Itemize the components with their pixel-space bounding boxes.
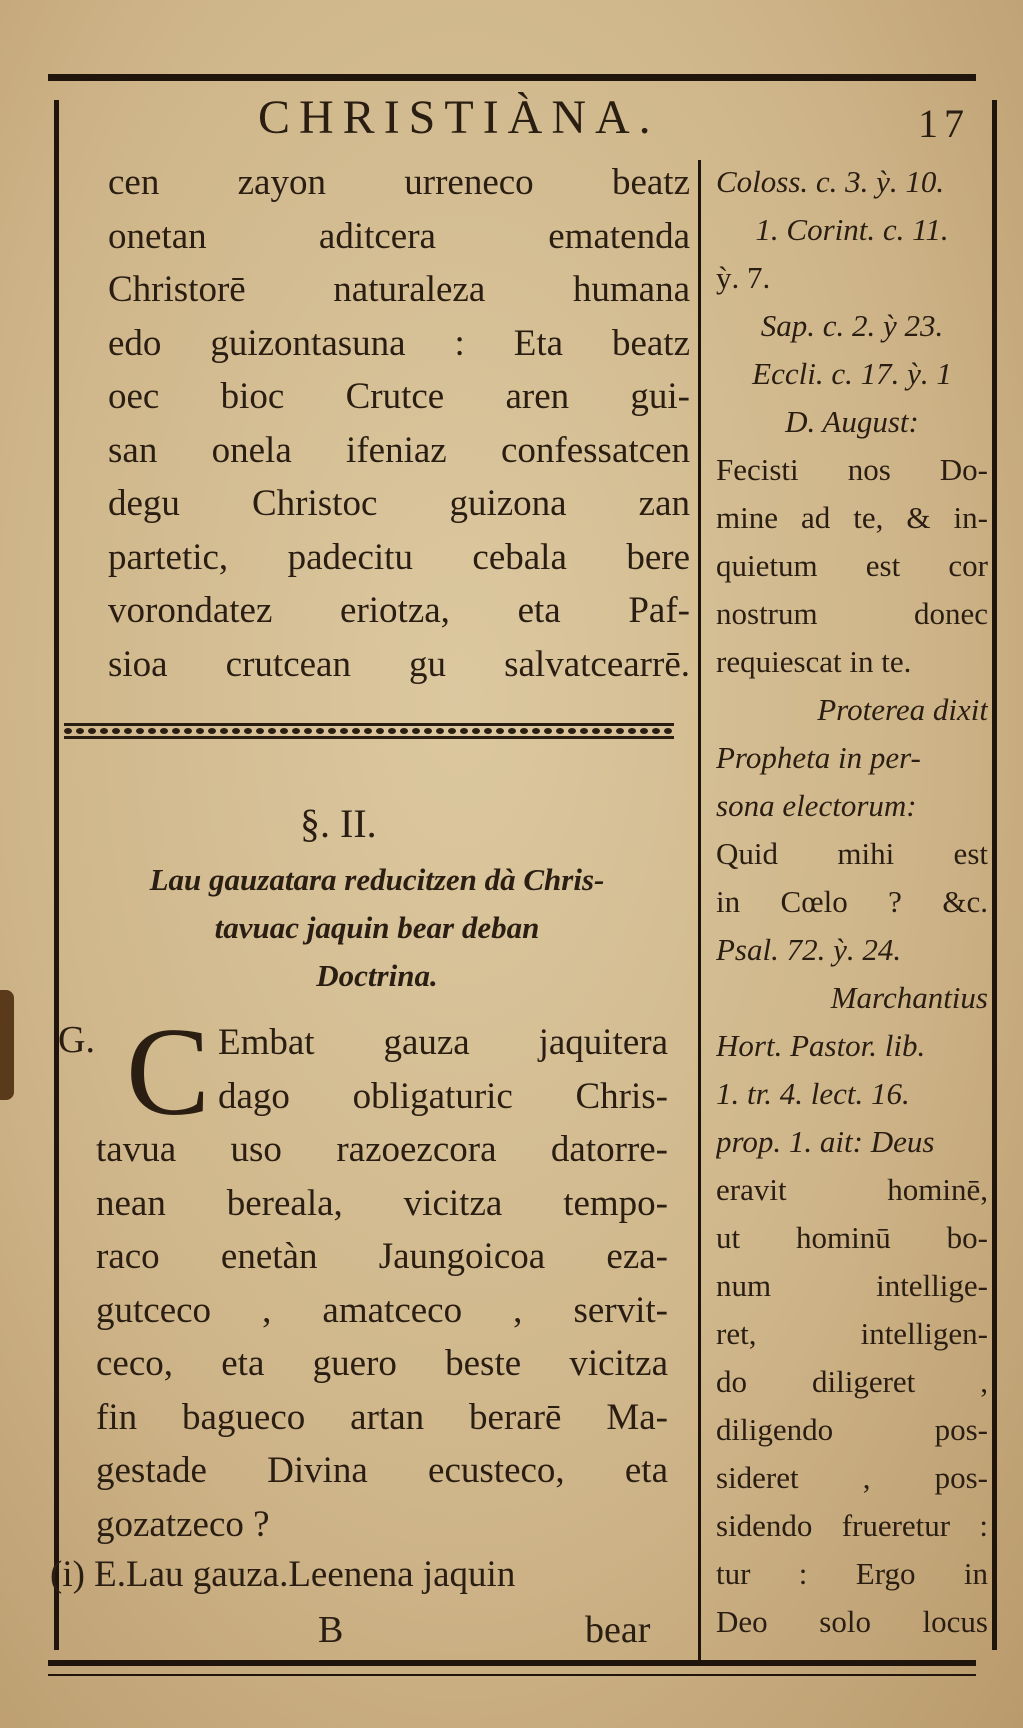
ornament-dot bbox=[592, 728, 600, 734]
ornament-dot bbox=[568, 728, 576, 734]
section-heading-line: tavuac jaquin bear deban bbox=[214, 910, 540, 945]
top-rule bbox=[48, 74, 976, 81]
main-paragraph-1 bbox=[108, 156, 690, 691]
ornament-dot bbox=[88, 728, 96, 734]
margin-note-line: Quid mihi est bbox=[716, 836, 988, 871]
ornament-dot bbox=[232, 728, 240, 734]
ornament-dot bbox=[448, 728, 456, 734]
ornament-dot bbox=[328, 728, 336, 734]
ornament-dot bbox=[544, 728, 552, 734]
section-heading-line: Doctrina. bbox=[316, 958, 438, 993]
ornament-dot bbox=[508, 728, 516, 734]
answer-line: (i) E.Lau gauza.Leenena jaquin bbox=[50, 1554, 516, 1595]
ornament-dot bbox=[316, 728, 324, 734]
text-line: oec bioc Crutce aren gui- bbox=[108, 376, 690, 417]
margin-note-line: 1. Corint. c. 11. bbox=[755, 212, 949, 247]
bottom-rule-thin bbox=[48, 1674, 976, 1676]
margin-note-line: Psal. 72. ỳ. 24. bbox=[716, 932, 902, 967]
ornament-dot bbox=[616, 728, 624, 734]
ornament-dot bbox=[388, 728, 396, 734]
left-rule bbox=[54, 100, 59, 1650]
text-line: Christorē naturaleza humana bbox=[108, 269, 690, 310]
margin-note-line: quietum est cor bbox=[716, 548, 988, 583]
ornament-dot bbox=[364, 728, 372, 734]
question-marker: G. bbox=[58, 1019, 95, 1061]
ornament-dot bbox=[376, 728, 384, 734]
text-line: edo guizontasuna : Eta beatz bbox=[108, 322, 690, 364]
section-number: §. II. bbox=[300, 801, 377, 846]
margin-note-line: ỳ. 7. bbox=[716, 260, 771, 295]
ornament-dot bbox=[208, 728, 216, 734]
text-line: Embat gauza jaquitera bbox=[218, 1022, 668, 1063]
ornament-dot bbox=[304, 728, 312, 734]
ornament-dot bbox=[256, 728, 264, 734]
margin-note-line: num intellige- bbox=[716, 1268, 988, 1303]
ornament-dot bbox=[484, 728, 492, 734]
text-line: tavua uso razoezcora datorre- bbox=[96, 1129, 668, 1170]
ornament-dot bbox=[292, 728, 300, 734]
text-line: degu Christoc guizona zan bbox=[108, 483, 690, 524]
ornament-dot bbox=[112, 728, 120, 734]
ornament-dot bbox=[556, 728, 564, 734]
margin-note-line: Eccli. c. 17. ỳ. 1 bbox=[752, 356, 952, 391]
ornament-dot bbox=[76, 728, 84, 734]
bottom-rule bbox=[48, 1660, 976, 1666]
margin-note-line: sona electorum: bbox=[716, 788, 917, 823]
ornament-dot bbox=[184, 728, 192, 734]
margin-note-line: Hort. Pastor. lib. bbox=[716, 1028, 926, 1063]
margin-note-line: Coloss. c. 3. ỳ. 10. bbox=[716, 164, 945, 199]
ornament-dot bbox=[172, 728, 180, 734]
ornament-dot bbox=[520, 728, 528, 734]
margin-note-line: do diligeret , bbox=[716, 1364, 988, 1399]
margin-note-line: mine ad te, & in- bbox=[716, 500, 988, 535]
margin-note-line: Fecisti nos Do- bbox=[716, 452, 988, 487]
ornament-dot bbox=[532, 728, 540, 734]
text-line: gestade Divina ecusteco, eta bbox=[96, 1450, 668, 1491]
margin-note-line: 1. tr. 4. lect. 16. bbox=[716, 1076, 910, 1111]
margin-note-line: Sap. c. 2. ỳ 23. bbox=[760, 308, 944, 343]
margin-note-line: Propheta in per- bbox=[716, 740, 921, 775]
ornament-dot bbox=[472, 728, 480, 734]
right-rule bbox=[992, 100, 997, 1650]
ornament-dot bbox=[580, 728, 588, 734]
ornament-dot bbox=[628, 728, 636, 734]
ornament-dot bbox=[352, 728, 360, 734]
ornament-dot bbox=[604, 728, 612, 734]
column-divider bbox=[698, 160, 701, 1665]
margin-note-line: D. August: bbox=[785, 404, 919, 439]
margin-note-line: requiescat in te. bbox=[716, 644, 912, 679]
text-line: dago obligaturic Chris- bbox=[218, 1075, 668, 1117]
text-line: onetan aditcera ematenda bbox=[108, 215, 690, 257]
margin-note-line: ret, intelligen- bbox=[716, 1316, 988, 1351]
text-line: partetic, padecitu cebala bere bbox=[108, 536, 690, 578]
section-heading-line: Lau gauzatara reducitzen dà Chris- bbox=[149, 862, 605, 897]
text-line: ceco, eta guero beste vicitza bbox=[96, 1343, 668, 1384]
text-line: cen zayon urreneco beatz bbox=[108, 162, 690, 203]
ornament-dot bbox=[64, 728, 72, 734]
text-line: gozatzeco ? bbox=[96, 1503, 270, 1545]
ornament-band bbox=[64, 720, 674, 742]
drop-cap-letter: C bbox=[126, 1003, 211, 1142]
margin-note-line: nostrum donec bbox=[716, 596, 988, 631]
margin-note-line: in Cœlo ? &c. bbox=[716, 884, 988, 919]
margin-note-line: Marchantius bbox=[830, 980, 988, 1015]
margin-note-line: sideret , pos- bbox=[716, 1460, 988, 1495]
margin-note-line: eravit hominē, bbox=[716, 1172, 988, 1207]
ornament-dot bbox=[652, 728, 660, 734]
main-paragraph-2 bbox=[96, 1016, 668, 1551]
margin-note-line: prop. 1. ait: Deus bbox=[716, 1124, 935, 1159]
ornament-dot bbox=[100, 728, 108, 734]
ornament-dot bbox=[340, 728, 348, 734]
ornament-dot bbox=[496, 728, 504, 734]
ornament-dot bbox=[436, 728, 444, 734]
ornament-dot bbox=[244, 728, 252, 734]
page-edge-stain bbox=[0, 990, 14, 1100]
ornament-dot bbox=[268, 728, 276, 734]
margin-note-line: diligendo pos- bbox=[716, 1412, 988, 1447]
text-line: nean bereala, vicitza tempo- bbox=[96, 1182, 668, 1224]
margin-note-line: tur : Ergo in bbox=[716, 1556, 988, 1591]
marginal-notes bbox=[716, 158, 988, 1646]
text-line: gutceco , amatceco , servit- bbox=[96, 1289, 668, 1331]
text-line: san onela ifeniaz confessatcen bbox=[108, 429, 690, 471]
margin-note-line: sidendo frueretur : bbox=[716, 1508, 988, 1543]
ornament-dot bbox=[424, 728, 432, 734]
ornament-dot bbox=[148, 728, 156, 734]
running-title: CHRISTIÀNA. bbox=[258, 91, 660, 144]
ornament-dot bbox=[460, 728, 468, 734]
ornament-dot bbox=[124, 728, 132, 734]
text-line: vorondatez eriotza, eta Paf- bbox=[108, 590, 690, 631]
ornament-dot bbox=[640, 728, 648, 734]
margin-note-line: Deo solo locus bbox=[716, 1604, 988, 1639]
ornament-dot bbox=[664, 728, 672, 734]
text-line: sioa crutcean gu salvatcearrē. bbox=[108, 643, 690, 685]
text-line: fin bagueco artan berarē Ma- bbox=[96, 1396, 668, 1438]
ornament-dot bbox=[196, 728, 204, 734]
ornament-dot bbox=[136, 728, 144, 734]
ornament-dot bbox=[280, 728, 288, 734]
ornament-dot bbox=[400, 728, 408, 734]
ornament-dot bbox=[412, 728, 420, 734]
ornament-dot bbox=[160, 728, 168, 734]
text-line: raco enetàn Jaungoicoa eza- bbox=[96, 1236, 668, 1277]
page-number: 17 bbox=[918, 101, 970, 146]
margin-note-line: Proterea dixit bbox=[817, 692, 988, 727]
section-heading bbox=[62, 856, 692, 1000]
signature-mark: B bbox=[318, 1609, 344, 1651]
margin-note-line: ut hominū bo- bbox=[716, 1220, 988, 1255]
ornament-dot bbox=[220, 728, 228, 734]
catchword: bear bbox=[585, 1609, 651, 1651]
